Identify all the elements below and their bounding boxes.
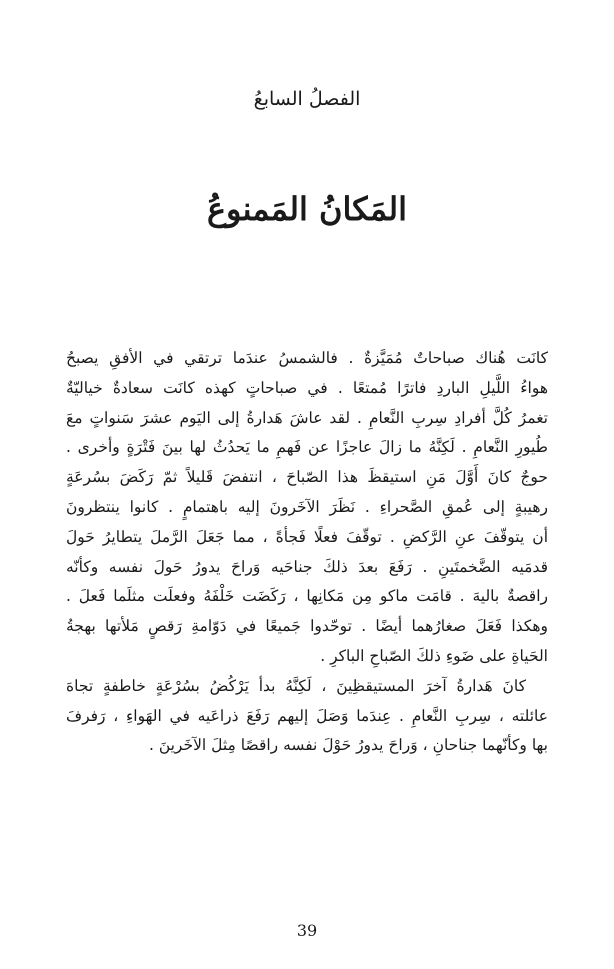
text-line: طُيورِ النَّعامِ . لَكِنَّهُ ما زالَ عاجزًا عن فَهمِ ما يَحدُثُ لها بينَ فَتْرَةٍ وأخرى . [66,438,548,457]
chapter-body [66,344,548,761]
text-line: قدمَيه الضَّخمتَينِ . رَفَعَ بعدَ ذلكَ جناحَيه وَراحَ يدورُ حَولَ نفسه وكأنّه [66,557,548,576]
text-line: بها وكأنّهما جناحانِ ، وَراحَ يدورُ حَوْلَ نفسه راقصًا مِثلَ الآخَرينَ . [148,736,548,755]
text-line: تغمرُ كُلَّ أفرادِ سِربِ النَّعامِ . لقد عاشَ هَدارةُ إلى اليَوم عشرَ سَنواتٍ معَ [66,408,548,427]
text-line: رهيبةٍ إلى عُمقِ الصَّحراءِ . نَظَرَ الآخَرونَ إليه باهتمامٍ . كانوا ينتظرونَ [66,497,548,516]
text-line: كانَ هَدارةُ آخرَ المستيقظِينَ ، لَكِنَّهُ بدأ يَرْكُضُ بسُرْعَةٍ خاطفةٍ تجاهَ [66,676,526,695]
text-line: وهكذا فَعَلَ صغارُهما أيضًا . توحّدوا جَميعًا في دَوّامةِ رَقصٍ مَلأتها بهجةُ [66,617,548,636]
text-line: هواءُ اللَّيلِ الباردِ فاترًا مُمتعًا . في صباحاتٍ كهذه كانَت سعادةٌ خياليّةٌ [66,378,548,397]
text-line: كانَت هُناك صباحاتٌ مُمَيَّزةٌ . فالشمسُ عندَما ترتقي في الأفقِ يصبحُ [66,349,548,367]
page-number: 39 [296,921,318,940]
text-line: أن يتوقّفَ عنِ الرَّكضِ . توقّفَ فعلًا فَجأةً ، مما جَعَلَ الرَّملَ يتطايرُ حَولَ [66,527,548,546]
text-line: عائلته ، سِربِ النَّعامِ . عِندَما وَصَلَ إليهم رَفَعَ ذراعَيه في الهَواءِ ، رَفرفَ [66,706,548,725]
chapter-label: الفصلُ السابعُ [253,88,361,110]
chapter-title: المَكانُ المَمنوعُ [206,190,408,228]
text-line: الحَياةِ على ضَوءِ ذلكَ الصّباحِ الباكرِ . [320,646,548,665]
text-line: حوجٌ كانَ أَوَّلَ مَنِ استيقظَ هذا الصّباحَ ، انتفضَ قَليلاً ثمّ رَكَضَ بسُرعَةٍ [66,468,548,487]
text-line: راقصةٌ باليهَ . قامَت ماكو مِن مَكانِها ، رَكَضَت خَلْفَهُ وفعلَت مثلَما فَعلَ . [66,587,548,606]
